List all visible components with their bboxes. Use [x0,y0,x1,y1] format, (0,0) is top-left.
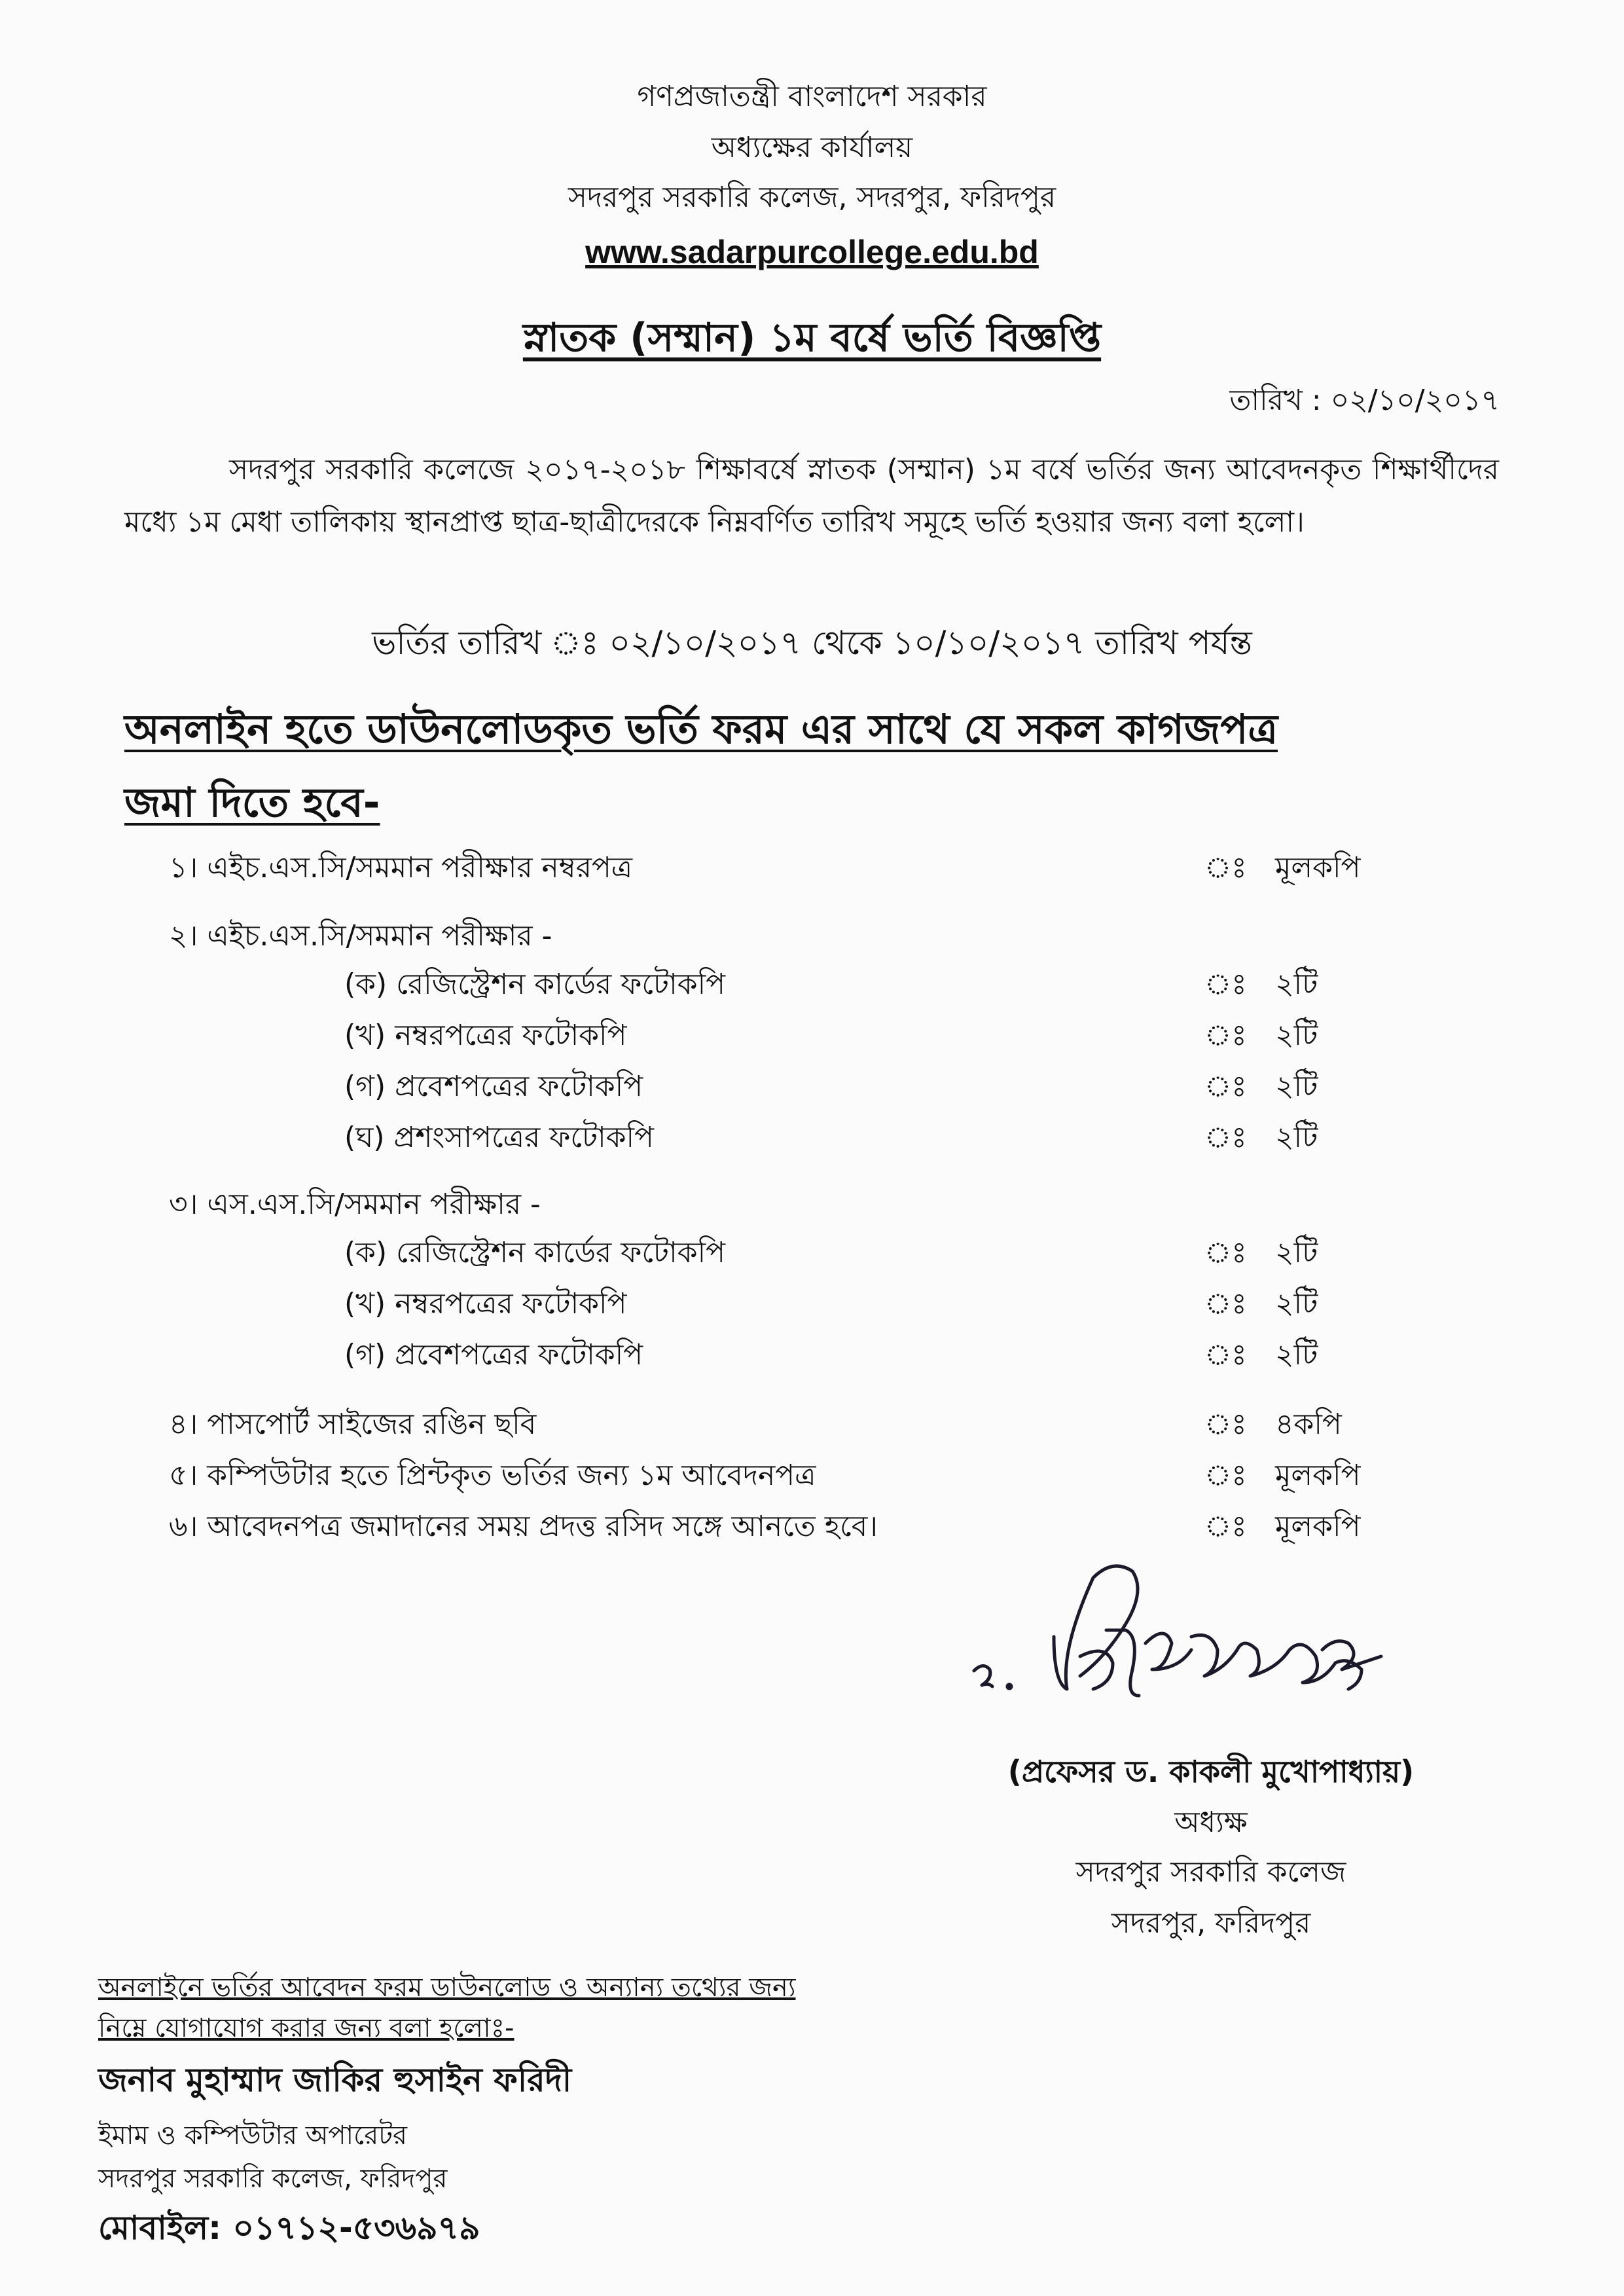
item-label: ৩। এস.এস.সি/সমমান পরীক্ষার - [169,1188,541,1221]
item-label: (খ) নম্বরপত্রের ফটোকপি [344,1019,627,1052]
college-header: সদরপুর সরকারি কলেজ, সদরপুর, ফরিদপুর [568,181,1056,214]
item-separator: ঃ [1204,1019,1247,1052]
item-value: ২টি [1275,1070,1318,1103]
list-item [0,1231,1624,1270]
office-header: অধ্যক্ষের কার্যালয় [711,131,913,164]
item-value: ২টি [1275,968,1318,1001]
list-item [0,1182,1624,1222]
item-label: ২। এইচ.এস.সি/সমমান পরীক্ষার - [169,919,552,953]
college-website-link[interactable]: www.sadarpurcollege.edu.bd [585,234,1039,270]
item-value: মূলকপি [1275,851,1361,884]
item-label: ৫। কম্পিউটার হতে প্রিন্টকৃত ভর্তির জন্য ১ম আবেদনপত্র [169,1459,816,1492]
govt-header: গণপ্রজাতন্ত্রী বাংলাদেশ সরকার [637,80,987,113]
item-separator: ঃ [1204,1121,1247,1154]
item-separator: ঃ [1204,1408,1247,1441]
item-separator: ঃ [1204,968,1247,1001]
item-label: ১। এইচ.এস.সি/সমমান পরীক্ষার নম্বরপত্র [169,851,633,884]
contact-role: ইমাম ও কম্পিউটার অপারেটর [98,2121,408,2151]
item-separator: ঃ [1204,1287,1247,1321]
item-label: (ক) রেজিস্ট্রেশন কার্ডের ফটোকপি [344,968,726,1001]
list-item [0,1065,1624,1104]
signer-location: সদরপুর, ফরিদপুর [1111,1906,1311,1940]
contact-institution: সদরপুর সরকারি কলেজ, ফরিদপুর [98,2164,448,2194]
item-value: ২টি [1275,1019,1318,1052]
handwritten-signature [956,1558,1453,1728]
item-label: ৪। পাসপোর্ট সাইজের রঙিন ছবি [169,1408,537,1441]
item-label: (খ) নম্বরপত্রের ফটোকপি [344,1287,627,1321]
documents-heading-line1: অনলাইন হতে ডাউনলোডকৃত ভর্তি ফরম এর সাথে যে সকল কাগজপত্র [124,705,1278,753]
item-separator: ঃ [1204,851,1247,884]
list-item [0,1333,1624,1372]
list-item [0,1504,1624,1544]
item-label: (গ) প্রবেশপত্রের ফটোকপি [344,1338,643,1372]
item-value: ২টি [1275,1287,1318,1321]
item-label: ৬। আবেদনপত্র জমাদানের সময় প্রদত্ত রসিদ সঙ্গে আনতে হবে। [169,1510,878,1543]
item-separator: ঃ [1204,1338,1247,1372]
signer-name: (প্রফেসর ড. কাকলী মুখোপাধ্যায়) [1007,1754,1415,1789]
documents-heading [124,693,1506,839]
list-item [0,1116,1624,1155]
footer-note-line2: নিম্নে যোগাযোগ করার জন্য বলা হলোঃ- [98,2013,514,2043]
item-label: (ঘ) প্রশংসাপত্রের ফটোকপি [344,1121,655,1154]
list-item [0,1453,1624,1493]
list-item [0,1402,1624,1442]
documents-heading-line2: জমা দিতে হবে- [124,778,380,826]
signer-designation: অধ্যক্ষ [1174,1806,1248,1839]
item-separator: ঃ [1204,1070,1247,1103]
admission-dates: ভর্তির তারিখ ঃ ০২/১০/২০১৭ থেকে ১০/১০/২০১৭ তারিখ পর্যন্ত [372,624,1252,662]
item-label: (ক) রেজিস্ট্রেশন কার্ডের ফটোকপি [344,1236,726,1269]
list-item [0,1013,1624,1053]
list-item [0,962,1624,1002]
item-value: মূলকপি [1275,1459,1361,1492]
item-value: ২টি [1275,1121,1318,1154]
notice-title: স্নাতক (সম্মান) ১ম বর্ষে ভর্তি বিজ্ঞপ্তি [522,315,1102,361]
item-value: মূলকপি [1275,1510,1361,1543]
notice-date: তারিখ : ০২/১০/২০১৭ [1229,384,1500,417]
contact-mobile: মোবাইল: ০১৭১২-৫৩৬৯৭৯ [98,2209,480,2247]
item-value: ২টি [1275,1338,1318,1372]
list-item [0,846,1624,885]
item-separator: ঃ [1204,1459,1247,1492]
list-item [0,1282,1624,1321]
notice-paragraph-text: সদরপুর সরকারি কলেজে ২০১৭-২০১৮ শিক্ষাবর্ষে স্নাতক (সম্মান) ১ম বর্ষে ভর্তির জন্য আবেদনকৃত শিক্ষার্থীদের মধ্যে ১ম মেধা তালিকায় স্থানপ্রাপ্ত ছাত্র-ছাত্রীদেরকে নিম্নবর্ণিত তারিখ সমূহে ভর্তি হওয়ার জন্য বলা হলো। [124,453,1499,539]
list-item [0,914,1624,953]
notice-paragraph [124,444,1499,549]
item-value: ২টি [1275,1236,1318,1269]
signer-institution: সদরপুর সরকারি কলেজ [1075,1855,1346,1889]
item-separator: ঃ [1204,1510,1247,1543]
contact-name: জনাব মুহাম্মাদ জাকির হুসাইন ফরিদী [98,2061,572,2099]
item-separator: ঃ [1204,1236,1247,1269]
item-label: (গ) প্রবেশপত্রের ফটোকপি [344,1070,643,1103]
footer-note-line1: অনলাইনে ভর্তির আবেদন ফরম ডাউনলোড ও অন্যান্য তথ্যের জন্য [98,1973,796,2003]
item-value: ৪কপি [1275,1408,1342,1441]
